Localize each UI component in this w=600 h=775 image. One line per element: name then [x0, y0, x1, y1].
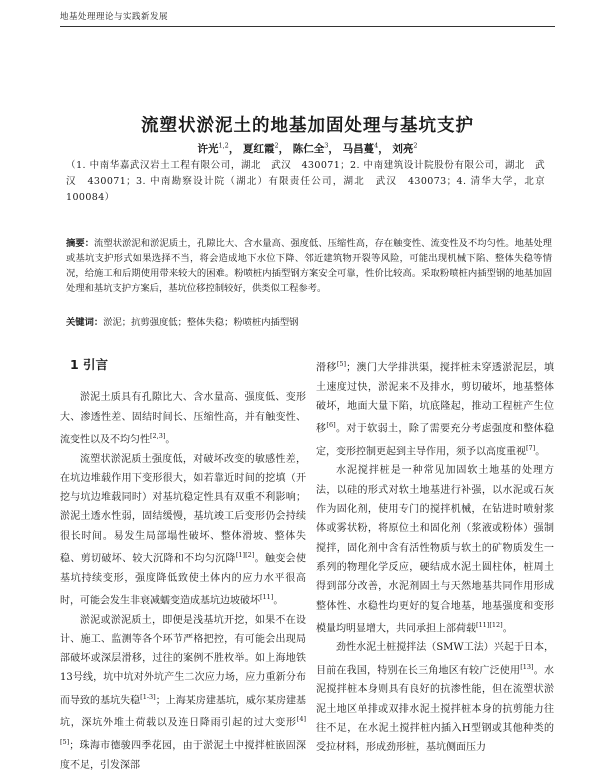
body-column-left: [60, 355, 306, 775]
body-paragraph: 流塑状淤泥质土强度低，对破坏改变的敏感性差，在坑边堆载作用下变形很大，如若靠近时间的挖填（开挖与坑边堆载同时）对基坑稳定性具有双重不利影响；淤泥土透水性弱，固结缓慢，基坑竣工后变形仍会持续很长时间。易发生局部塌性破坏、整体滑坡、整体失稳、剪切破坏、较大沉降和不均匀沉降[1][2]。触变会使基坑持续变形，强度降低致使土体内的应力水平很高时，可能会发生非衰减蠕变造成基坑边坡破坏[11]。: [60, 453, 307, 607]
author: 许光$^{1,2}$: [197, 141, 229, 155]
author: 马昌蔓$^4$: [342, 141, 379, 155]
article-title: 流塑状淤泥土的地基加固处理与基坑支护: [141, 116, 474, 136]
abstract: [66, 236, 552, 296]
body-paragraph: 淤泥土质具有孔隙比大、含水量高、强度低、变形大、渗透性差、固结时间长、压缩性高，并有触变性、流变性以及不均匀性[2,3]。: [60, 392, 306, 446]
keywords-text: 淤泥；抗剪强度低；整体失稳；粉喷桩内插型钢: [103, 317, 299, 328]
body-paragraph: 滑移[5]；澳门大学排洪渠，搅拌桩未穿透淤泥层，填土速度过快，淤泥来不及排水，剪切破坏，地基整体破坏，地面大量下陷，坑底隆起，推动工程桩产生位移[6]。对于软弱土，除了需要充分考虑强度和整体稳定，变形控制更起到主导作用，须予以高度重视[7]。: [316, 360, 555, 458]
author: 夏红霞$^2$: [242, 141, 279, 155]
body-paragraph: 水泥搅拌桩是一种常见加固软土地基的处理方法，以硅的形式对软土地基进行补强，以水泥或石灰作为固化剂，使用专门的搅拌机械，在钻进时喷射浆体或雾状粉，将原位土和固化剂（浆液或粉体）强制搅拌，固化剂中含有活性物质与软土的矿物质发生一系列的物理化学反应，硬结成水泥土圆柱体，桩周土得到部分改善，水泥剂固土与天然地基共同作用形成整体性、水稳性均更好的复合地基，地基强度和变形模量均明显增大，共同承担上部荷载[11][12]。: [316, 465, 554, 635]
keywords-label: 关键词：: [66, 317, 104, 328]
header-rule: [60, 26, 555, 27]
author: 陈仁全$^3$: [292, 141, 329, 155]
body-column-right: [316, 355, 554, 758]
affiliations: （1. 中南华嘉武汉岩土工程有限公司，湖北 武汉 430071；2. 中南建筑设计院股份有限公司，湖北 武汉 430071；3. 中南勘察设计院（湖北）有限责任公司，湖北 武汉 430073；4. 清华大学，北京 100084）: [66, 160, 555, 203]
body-paragraph: 劲性水泥土桩搅拌法（SMW工法）兴起于日本，目前在我国，特别在长三角地区有较广泛使用[13]。水泥搅拌桩本身则具有良好的抗渗性能，但在流塑状淤泥土地区单排或双排水泥土搅拌桩本身的抗剪能力往往不足，在水泥土搅拌桩内插入H型钢或其他种类的受拉材料，形成劲形桩，基坑侧面压力: [316, 642, 555, 754]
section-heading: 1 引言: [70, 357, 109, 372]
author: 刘亮$^2$: [392, 141, 418, 155]
abstract-label: 摘要：: [66, 238, 95, 249]
body-paragraph: 淤泥或淤泥质土，即便是浅基坑开挖，如果不在设计、施工、监测等各个环节严格把控，有可能会出现局部破坏或深层滑移，过往的案例不胜枚举。如上海地铁13号线，坑中坑对外坑产生二次应力场，应力重新分布而导致的基坑失稳[1-3]；上海某房建基坑，威尔某房建基坑，深坑外堆土荷载以及连日降雨引起的过大变形[4][5]；珠海市德骏四季花园，由于淤泥土中搅拌桩嵌固深度不足，引发深部: [60, 614, 307, 771]
keywords: [66, 315, 552, 330]
running-head: 地基处理理论与实践新发展: [60, 12, 169, 22]
abstract-text: 流塑状淤泥和淤泥质土，孔隙比大、含水量高、强度低、压缩性高，存在触变性、流变性及不均匀性。地基处理或基坑支护形式如果选择不当，将会造成地下水位下降、邻近建筑物开裂等风险，可能出现机械下陷、整体失稳等情况，给施工和后期使用带来较大的困难。粉喷桩内插型钢方案安全可靠，性价比较高。采取粉喷桩内插型钢的地基加固处理和基坑支护方案后，基坑位移控制较好，供类似工程参考。: [66, 238, 552, 294]
author-list: 许光$^{1,2}$， 夏红霞$^2$， 陈仁全$^3$， 马昌蔓$^4$， 刘亮$^2$: [197, 141, 418, 155]
